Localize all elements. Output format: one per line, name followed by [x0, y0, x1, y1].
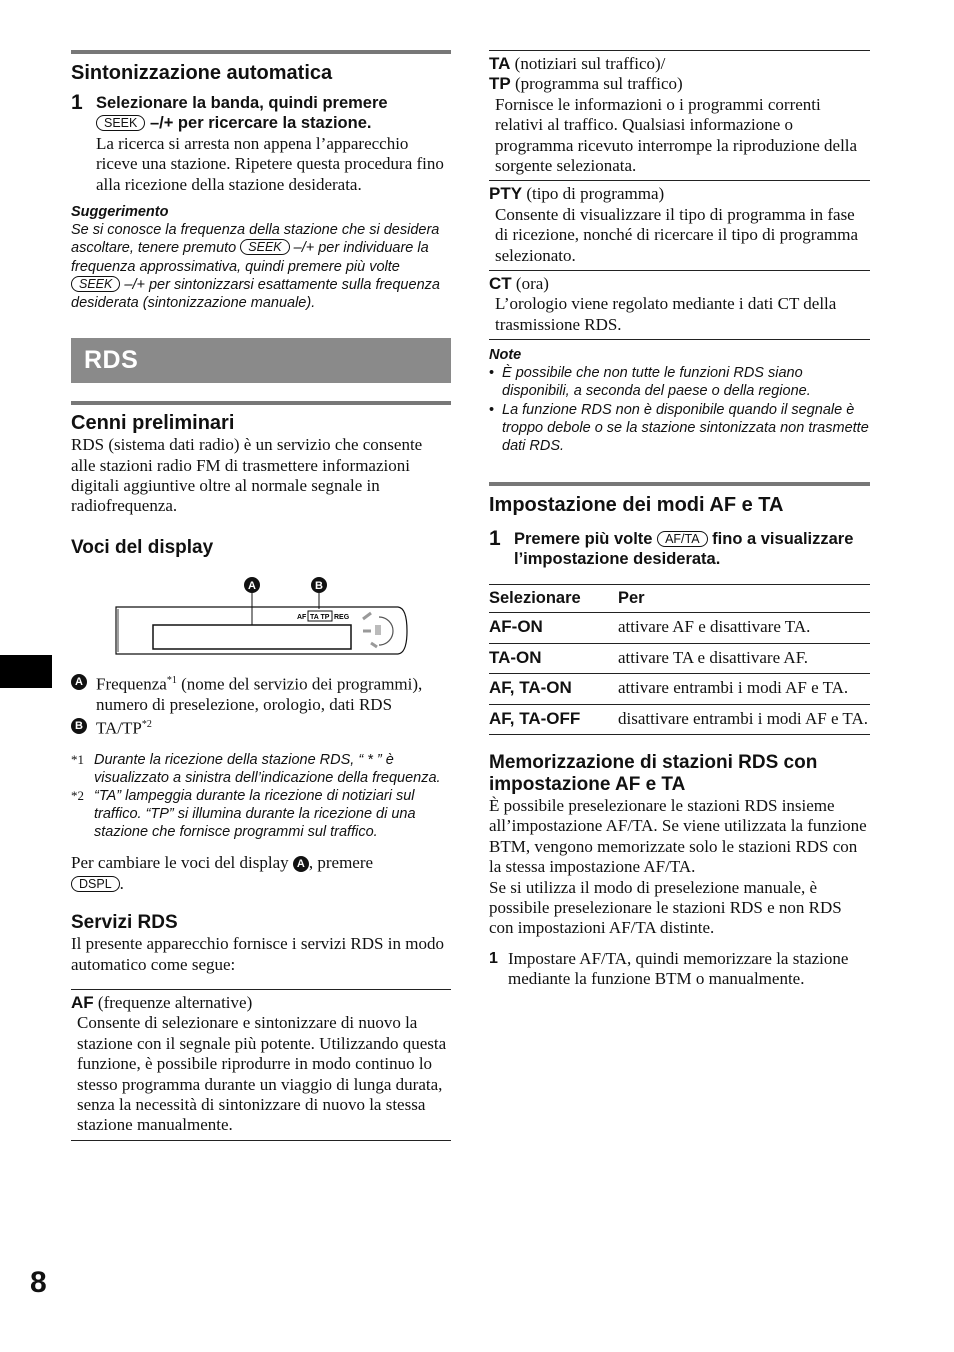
service-key: TP — [489, 74, 511, 94]
step-number: 1 — [489, 527, 501, 551]
section-rule — [489, 482, 870, 486]
step-text-b: –/+ per ricercare la stazione. — [149, 114, 372, 132]
footnote-mark: *2 — [71, 788, 84, 804]
servizi-body: Il presente apparecchio fornisce i servizi RDS in modo automatico come segue: — [71, 934, 444, 974]
note-item — [489, 401, 870, 456]
column-header: Per — [618, 585, 870, 613]
modes-table — [489, 584, 870, 735]
seek-button-label: SEEK — [240, 239, 289, 255]
service-label: (tipo di programma) — [522, 184, 665, 204]
footnote-text: Durante la ricezione della stazione RDS, “ * ” è visualizzato a sinistra dell’indicazione della frequenza. — [94, 752, 441, 787]
service-label: (programma sul traffico) — [510, 74, 683, 94]
section-title-cenni: Cenni preliminari — [71, 412, 235, 435]
display-window — [153, 625, 351, 649]
subtitle-servizi: Servizi RDS — [71, 912, 178, 934]
step-text: Impostare AF/TA, quindi memorizzare la stazione mediante la funzione BTM o manualmente. — [508, 948, 849, 989]
step-text — [96, 93, 388, 133]
service-label: (ora) — [511, 274, 549, 294]
note-text: È possibile che non tutte le funzioni RDS siano disponibili, a seconda del paese o della regione. — [502, 365, 811, 400]
step-number: 1 — [489, 949, 498, 967]
mode-desc: attivare entrambi i modi AF e TA. — [618, 674, 870, 704]
footnote-text: “TA” lampeggia durante la ricezione di notiziari sul traffico. “TP” si illumina durante la ricezione di una stazione che fornisce programmi sul traffico. — [94, 788, 416, 841]
step-number: 1 — [71, 91, 83, 114]
step-text-a: Selezionare la banda, quindi premere — [96, 94, 388, 112]
bullet: • — [489, 365, 495, 382]
marker-a — [244, 577, 260, 625]
section-tab — [0, 655, 52, 688]
subtitle-voci: Voci del display — [71, 536, 214, 558]
marker-a-icon: A — [293, 856, 309, 872]
step-1 — [71, 93, 451, 133]
page-number: 8 — [30, 1266, 47, 1299]
marker-b-icon: B — [71, 718, 87, 734]
mode-key: TA-ON — [489, 643, 618, 673]
change-display-text — [71, 853, 451, 894]
mode-desc: attivare AF e disattivare TA. — [618, 613, 870, 643]
step-body: La ricerca si arresta non appena l’apparecchio riceve una stazione. Ripetere questa procedura fino alla ricezione della stazione desiderata. — [96, 134, 444, 194]
service-desc: L’orologio viene regolato mediante i dati CT della trasmissione RDS. — [495, 294, 837, 334]
service-label: (frequenze alternative) — [93, 993, 253, 1013]
bullet: • — [489, 401, 495, 418]
footnote-1 — [71, 751, 451, 787]
marker-a-icon: A — [71, 674, 87, 690]
service-desc: Fornisce le informazioni o i programmi correnti relativi al traffico. Qualsiasi informazione o programma ricevuto interrompe la riproduzione della sorgente selezionata. — [495, 94, 858, 176]
item-a-text: Frequenza — [96, 674, 167, 694]
section-title-impostazione: Impostazione dei modi AF e TA — [489, 494, 784, 517]
step-1 — [489, 529, 870, 569]
column-header: Selezionare — [489, 585, 618, 613]
item-a-sup: *1 — [166, 674, 177, 686]
cenni-body: RDS (sistema dati radio) è un servizio che consente alle stazioni radio FM di trasmettere informazioni digitali aggiuntive oltre al normale segnale in radiofrequenza. — [71, 435, 423, 516]
table-header-row — [489, 585, 870, 613]
service-desc: Consente di visualizzare il tipo di programma in fase di ricezione, nonché di ricercare il tipo di programma selezionato. — [495, 204, 858, 265]
seek-button-label: SEEK — [71, 276, 120, 292]
service-desc: Consente di selezionare e sintonizzare di nuovo la stazione con il segnale più potente. Utilizzando questa funzione, è possibile riprodurre in modo continuo lo stesso programma durante un viaggio di lunga durata, senza la necessità di sintonizzare di nuovo la stessa stazione manualmente. — [77, 1013, 447, 1135]
mode-key: AF, TA-OFF — [489, 704, 618, 734]
tip-text-b: –/+ per individuare la frequenza approssimativa, quindi premere più volte — [71, 240, 429, 275]
section-title-sintonizzazione: Sintonizzazione automatica — [71, 62, 333, 84]
note-item — [489, 364, 870, 400]
tip-heading: Suggerimento — [71, 204, 169, 221]
item-b-sup: *2 — [141, 719, 152, 731]
service-label: (notiziari sul traffico)/ — [510, 54, 666, 73]
service-ct — [489, 270, 870, 340]
section-rule — [71, 401, 451, 405]
marker-b — [311, 577, 327, 609]
tip-text-a: Se si conosce la frequenza della stazione che si desidera ascoltare, tenere premuto — [71, 222, 440, 257]
note-text: La funzione RDS non è disponibile quando il segnale è troppo debole o se la stazione sintonizzata non trasmette dati RDS. — [502, 401, 869, 455]
display-tatp: TA TP — [310, 613, 330, 621]
display-illustration — [113, 573, 413, 659]
dspl-button-label: DSPL — [71, 876, 120, 892]
dial-icon — [363, 613, 393, 647]
svg-text:A: A — [248, 579, 256, 592]
memorizzazione-p2: Se si utilizza il modo di preselezione manuale, è possibile preselezionare le stazioni RDS e non RDS con impostazioni AF/TA distinte. — [489, 877, 842, 938]
right-column — [489, 50, 870, 990]
change-text-a: Per cambiare le voci del display — [71, 853, 289, 873]
af-ta-button-label: AF/TA — [657, 531, 708, 547]
service-key: PTY — [489, 184, 523, 204]
left-column — [71, 50, 451, 1141]
tip-text — [71, 221, 451, 312]
step-text-a: Premere più volte — [514, 530, 653, 549]
service-key: TA — [489, 54, 511, 73]
change-text-b: , premere — [308, 853, 374, 873]
subtitle-memorizzazione: Memorizzazione di stazioni RDS con impostazione AF e TA — [489, 751, 818, 795]
table-row — [489, 704, 870, 734]
table-row — [489, 613, 870, 643]
service-ta-tp — [489, 50, 870, 180]
memorizzazione-step — [489, 949, 870, 990]
footnote-2 — [71, 787, 451, 841]
service-pty — [489, 180, 870, 270]
display-af: AF — [297, 613, 307, 621]
service-af — [71, 989, 451, 1141]
mode-key: AF-ON — [489, 613, 618, 643]
rds-section-bar: RDS — [71, 338, 451, 383]
seek-button-label: SEEK — [96, 115, 145, 131]
footnote-mark: *1 — [71, 752, 84, 768]
step-text — [514, 529, 870, 569]
mode-desc: attivare TA e disattivare AF. — [618, 643, 870, 673]
table-row — [489, 674, 870, 704]
svg-text:B: B — [315, 579, 323, 592]
service-key: AF — [71, 993, 94, 1013]
memorizzazione-p1: È possibile preselezionare le stazioni RDS insieme all’impostazione AF/TA. Se viene utilizzata la funzione BTM, vengono memorizzate solo le stazioni RDS con la stessa impostazione AF/TA. — [489, 795, 867, 877]
mode-desc: disattivare entrambi i modi AF e TA. — [618, 704, 870, 734]
table-row — [489, 643, 870, 673]
display-item-a — [71, 671, 451, 715]
display-reg: REG — [334, 613, 350, 621]
item-a-rest: (nome del servizio dei programmi), numero di preselezione, orologio, dati RDS — [96, 674, 423, 714]
display-item-b — [71, 715, 451, 739]
mode-key: AF, TA-ON — [489, 674, 618, 704]
change-text-end: . — [119, 873, 124, 893]
service-key: CT — [489, 274, 512, 294]
note-heading: Note — [489, 347, 522, 364]
section-rule — [71, 50, 451, 54]
step-text-b: fino a visualizzare l’impostazione desiderata. — [514, 530, 854, 569]
item-b-text: TA/TP — [96, 718, 142, 738]
tip-text-c: –/+ per sintonizzarsi esattamente sulla frequenza desiderata (sintonizzazione manuale). — [71, 276, 440, 312]
